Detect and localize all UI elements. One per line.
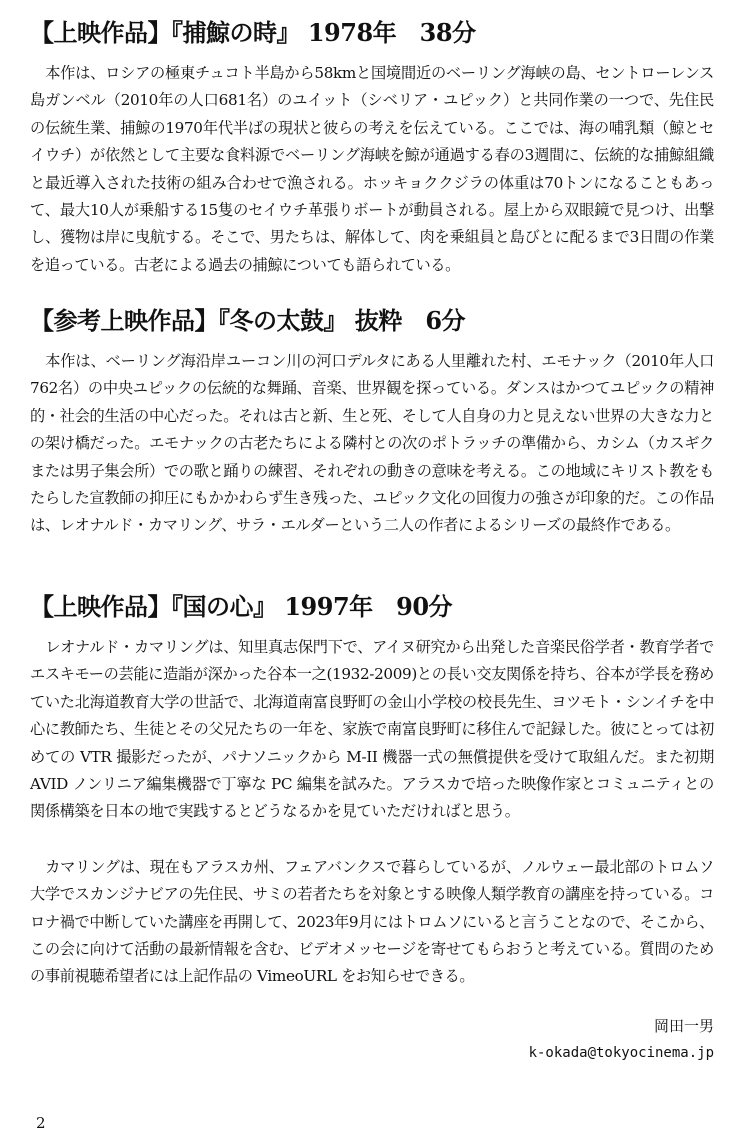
section-paragraph: 本作は、ベーリング海沿岸ユーコン川の河口デルタにある人里離れた村、エモナック（2010年人口762名）の中央ユピックの伝統的な舞踊、音楽、世界観を探っている。ダンスはかつてユピックの精神的・社会的生活の中心だった。それは古と新、生と死、そして人自身の力と見えない世界の大きな力との架け橋だった。エモナックの古老たちによる隣村との次のポトラッチの準備から、カシム（カスギクまたは男子集会所）での歌と踊りの練習、それぞれの動きの意味を考える。この地域にキリスト教をもたらした宣教師の抑圧にもかかわらず生き残った、ユピック文化の回復力の強さが印象的だ。この作品は、レオナルド・カマリング、サラ・エルダーという二人の作者によるシリーズの最終作である。 bbox=[30, 352, 714, 535]
section-whaling bbox=[30, 18, 714, 279]
section-paragraph: レオナルド・カマリングは、知里真志保門下で、アイヌ研究から出発した音楽民俗学者・教育学者でエスキモーの芸能に造詣が深かった谷本一之(1932-2009)との長い交友関係を持ち、谷本が学長を務めていた北海道教育大学の世話で、北海道南富良野町の金山小学校の校長先生、ヨツモト・シンイチを中心に教師たち、生徒とその父兄たちの一年を、家族で南富良野町に移住んで記録した。彼にとっては初めての VTR 撮影だったが、パナソニックから M-II 機器一式の無償提供を受けて取組んだ。また初期 AVID ノンリニア編集機器で丁寧な PC 編集を試みた。アラスカで培った映像作家とコミュニティとの関係構築を日本の地で実践するとどうなるかを見ていただければと思う。 bbox=[30, 638, 714, 821]
section-winter-drum bbox=[30, 306, 714, 540]
section-title: 【上映作品】『国の心』 1997年 90分 bbox=[30, 592, 453, 621]
author-email[interactable]: k-okada@tokyocinema.jp bbox=[528, 1045, 714, 1061]
page-number: 2 bbox=[36, 1114, 46, 1132]
section-heart-of-country bbox=[30, 592, 714, 991]
section-paragraph: カマリングは、現在もアラスカ州、フェアバンクスで暮らしているが、ノルウェー最北部のトロムソ大学でスカンジナビアの先住民、サミの若者たちを対象とする映像人類学教育の講座を持っている。コロナ禍で中断していた講座を再開して、2023年9月にはトロムソにいると言うことなので、そこから、この会に向けて活動の最新情報を含む、ビデオメッセージを寄せてもらおうと考えている。質問のための事前視聴希望者には上記作品の VimeoURL をお知らせできる。 bbox=[30, 857, 714, 986]
section-title: 【上映作品】『捕鯨の時』 1978年 38分 bbox=[30, 18, 476, 47]
section-paragraph: 本作は、ロシアの極東チュコト半島から58kmと国境間近のベーリング海峡の島、セントローレンス島ガンベル（2010年の人口681名）のユイット（シベリア・ユピック）と共同作業の一つで、先住民の伝統生業、捕鯨の1970年代半ばの現状と彼らの考えを伝えている。ここでは、海の哺乳類（鯨とセイウチ）が依然として主要な食料源でベーリング海峡を鯨が通過する春の3週間に、伝統的な捕鯨組織と最近導入された技術の組み合わせで漁される。ホッキョククジラの体重は70トンになることもあって、最大10人が乗船する15隻のセイウチ革張りボートが動員される。屋上から双眼鏡で見つけ、出撃し、獲物は岸に曳航する。そこで、男たちは、解体して、肉を乗組員と島びとに配るまで3日間の作業を追っている。古老による過去の捕鯨についても語られている。 bbox=[30, 64, 714, 274]
section-title: 【参考上映作品】『冬の太鼓』 抜粋 6分 bbox=[30, 306, 466, 335]
author-name: 岡田一男 bbox=[653, 1017, 714, 1035]
